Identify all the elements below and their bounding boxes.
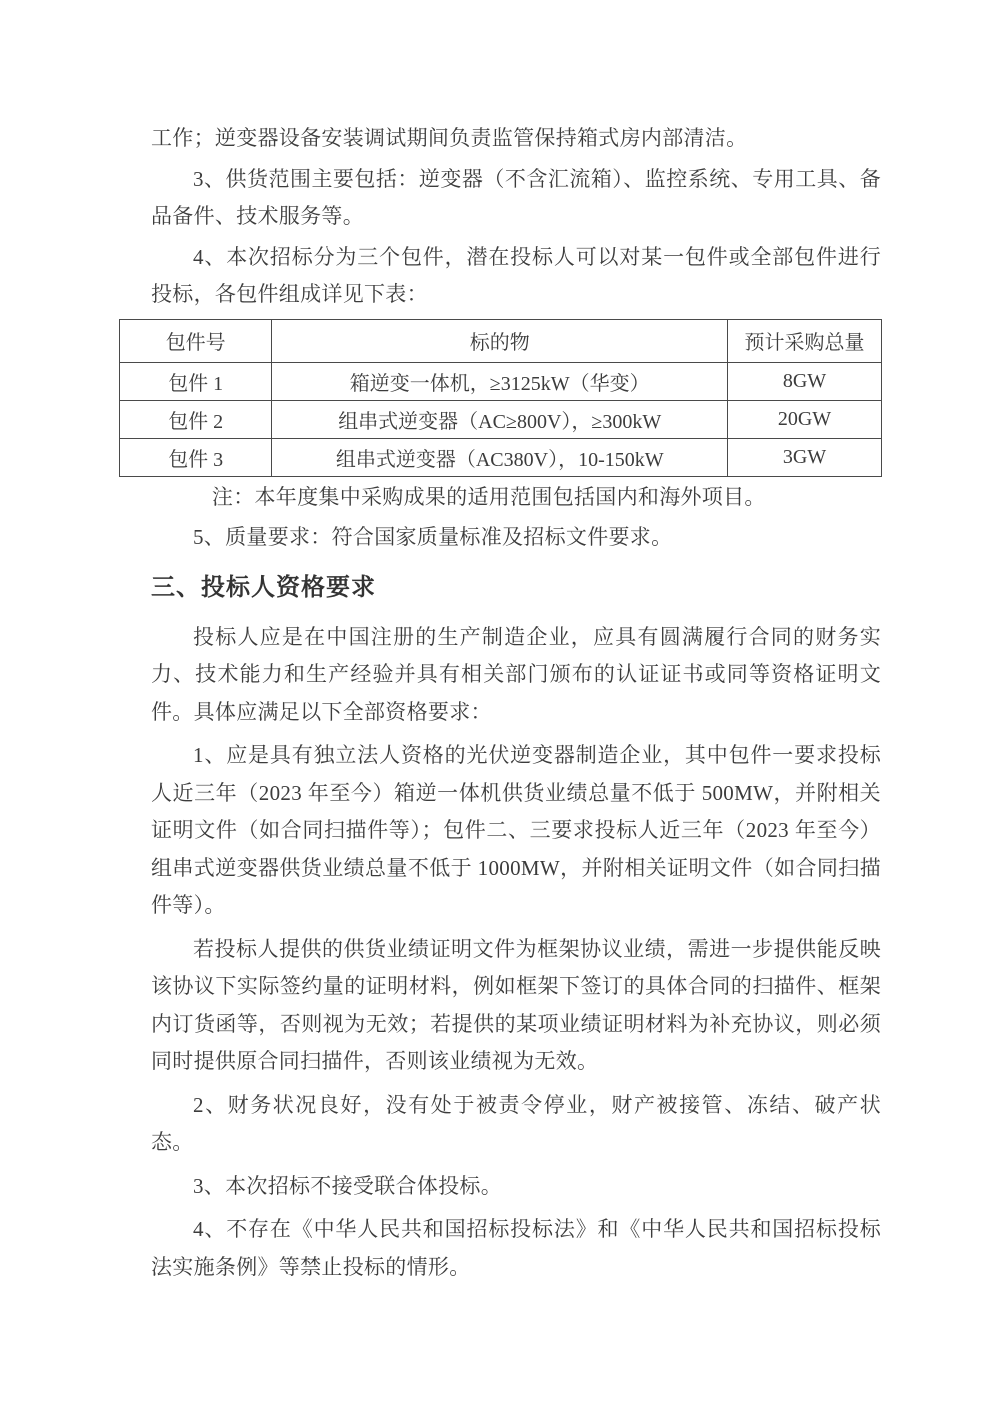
- table-header-row: [120, 319, 882, 362]
- cell-subject: 组串式逆变器（AC≥800V），≥300kW: [272, 400, 728, 438]
- cell-quantity: 20GW: [728, 400, 882, 438]
- table-row: [120, 362, 882, 400]
- table-note: 注：本年度集中采购成果的适用范围包括国内和海外项目。: [211, 484, 766, 509]
- cell-quantity: 3GW: [728, 438, 882, 476]
- cell-package-no: 包件 1: [120, 362, 272, 400]
- section-heading-bidder-qualification: 三、投标人资格要求: [151, 573, 376, 601]
- paragraph-requirement-1: 1、应是具有独立法人资格的光伏逆变器制造企业，其中包件一要求投标人近三年（2023 年至今）箱逆一体机供货业绩总量不低于 500MW，并附相关证明文件（如合同扫描件等）；包件二、三要求投标人近三年（2023 年至今）组串式逆变器供货业绩总量不低于 1000MW，并附相关证明文件（如合同扫描件等）。: [151, 743, 881, 917]
- paragraph-requirement-2: 2、财务状况良好，没有处于被责令停业，财产被接管、冻结、破产状态。: [151, 1092, 881, 1154]
- table-header-quantity: 预计采购总量: [728, 319, 882, 362]
- package-table: [119, 319, 882, 477]
- paragraph-qualification-intro: 投标人应是在中国注册的生产制造企业，应具有圆满履行合同的财务实力、技术能力和生产经验并具有相关部门颁布的认证证书或同等资格证明文件。具体应满足以下全部资格要求：: [151, 624, 881, 724]
- table-row: [120, 400, 882, 438]
- table-row: [120, 438, 882, 476]
- cell-quantity: 8GW: [728, 362, 882, 400]
- table-header-package-no: 包件号: [120, 319, 272, 362]
- paragraph-framework-agreement-rule: 若投标人提供的供货业绩证明文件为框架协议业绩，需进一步提供能反映该协议下实际签约量的证明材料，例如框架下签订的具体合同的扫描件、框架内订货函等，否则视为无效；若提供的某项业绩证明材料为补充协议，则必须同时提供原合同扫描件，否则该业绩视为无效。: [151, 936, 881, 1073]
- paragraph-requirement-4: 4、不存在《中华人民共和国招标投标法》和《中华人民共和国招标投标法实施条例》等禁止投标的情形。: [151, 1217, 881, 1279]
- cell-subject: 组串式逆变器（AC380V），10-150kW: [272, 438, 728, 476]
- cell-subject: 箱逆变一体机，≥3125kW（华变）: [272, 362, 728, 400]
- table-header-subject: 标的物: [272, 319, 728, 362]
- cell-package-no: 包件 2: [120, 400, 272, 438]
- paragraph-supply-scope: 3、供货范围主要包括：逆变器（不含汇流箱）、监控系统、专用工具、备品备件、技术服务等。: [151, 166, 881, 228]
- paragraph-continuation: 工作；逆变器设备安装调试期间负责监管保持箱式房内部清洁。: [151, 126, 748, 150]
- cell-package-no: 包件 3: [120, 438, 272, 476]
- document-content: [151, 120, 881, 1292]
- paragraph-quality-requirement: 5、质量要求：符合国家质量标准及招标文件要求。: [193, 525, 673, 549]
- paragraph-package-split: 4、本次招标分为三个包件，潜在投标人可以对某一包件或全部包件进行投标，各包件组成详见下表：: [151, 244, 881, 306]
- paragraph-requirement-3: 3、本次招标不接受联合体投标。: [193, 1173, 502, 1198]
